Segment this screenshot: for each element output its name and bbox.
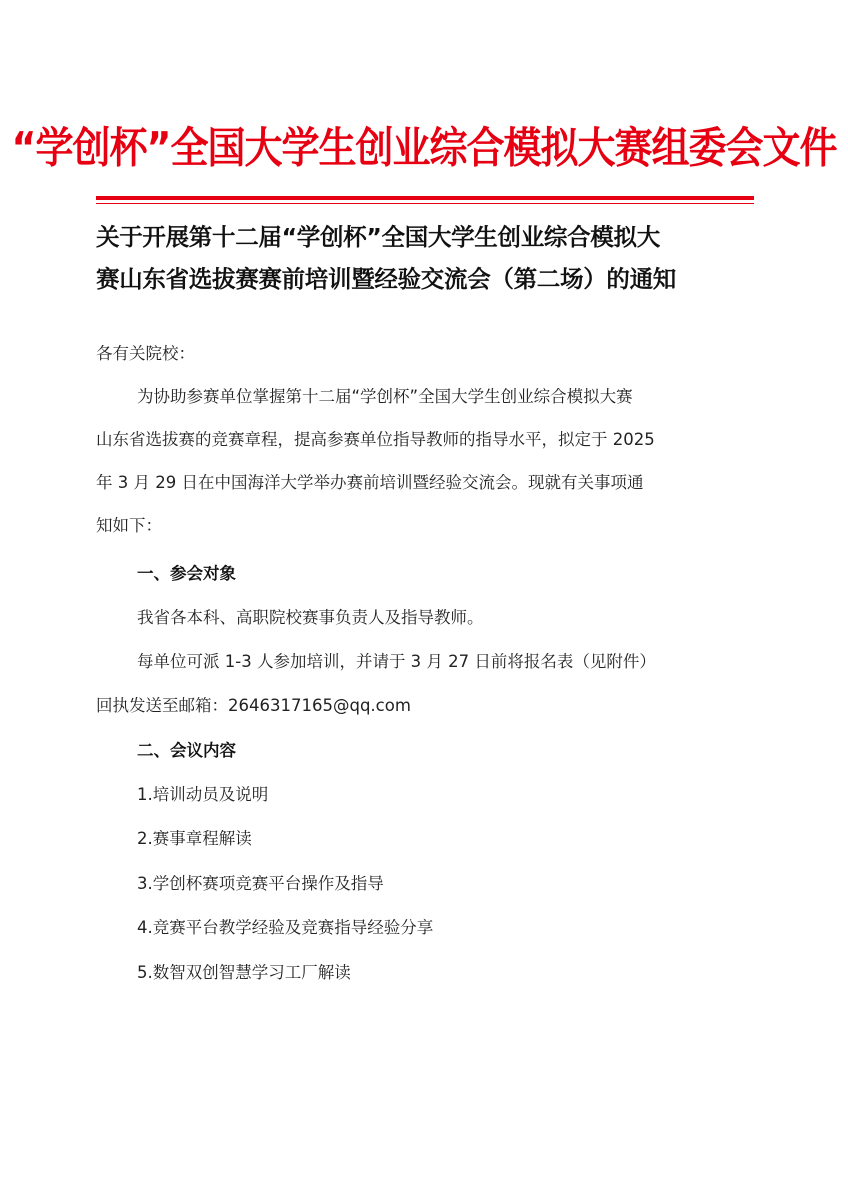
salutation: 各有关院校： <box>96 344 195 363</box>
intro-line-3: 年 3 月 29 日在中国海洋大学举办赛前培训暨经验交流会。现就有关事项通 <box>96 473 644 492</box>
list-item: 3.学创杯赛项竞赛平台操作及指导 <box>137 874 384 893</box>
intro-line-2: 山东省选拔赛的竞赛章程，提高参赛单位指导教师的指导水平，拟定于 2025 <box>96 430 655 449</box>
list-item: 5.数智双创智慧学习工厂解读 <box>137 963 351 982</box>
notice-title-line-1: 关于开展第十二届“学创杯”全国大学生创业综合模拟大 <box>96 223 660 251</box>
attendees-paragraph: 我省各本科、高职院校赛事负责人及指导教师。 <box>137 608 484 627</box>
intro-line-4: 知如下： <box>96 516 162 535</box>
org-header-title: “学创杯”全国大学生创业综合模拟大赛组委会文件 <box>11 123 837 173</box>
header-divider-thick <box>96 196 754 200</box>
section-heading-attendees: 一、参会对象 <box>137 564 236 583</box>
intro-line-1: 为协助参赛单位掌握第十二届“学创杯”全国大学生创业综合模拟大赛 <box>137 387 633 406</box>
registration-line-1: 每单位可派 1-3 人参加培训，并请于 3 月 27 日前将报名表（见附件） <box>137 652 656 671</box>
registration-line-2: 回执发送至邮箱：2646317165@qq.com <box>96 696 411 715</box>
notice-title <box>96 216 756 300</box>
header-divider-thin <box>96 203 754 204</box>
list-item: 4.竞赛平台教学经验及竞赛指导经验分享 <box>137 918 434 937</box>
section-heading-content: 二、会议内容 <box>137 741 236 760</box>
list-item: 1.培训动员及说明 <box>137 785 269 804</box>
list-item: 2.赛事章程解读 <box>137 829 252 848</box>
notice-title-line-2: 赛山东省选拔赛赛前培训暨经验交流会（第二场）的通知 <box>96 265 676 293</box>
